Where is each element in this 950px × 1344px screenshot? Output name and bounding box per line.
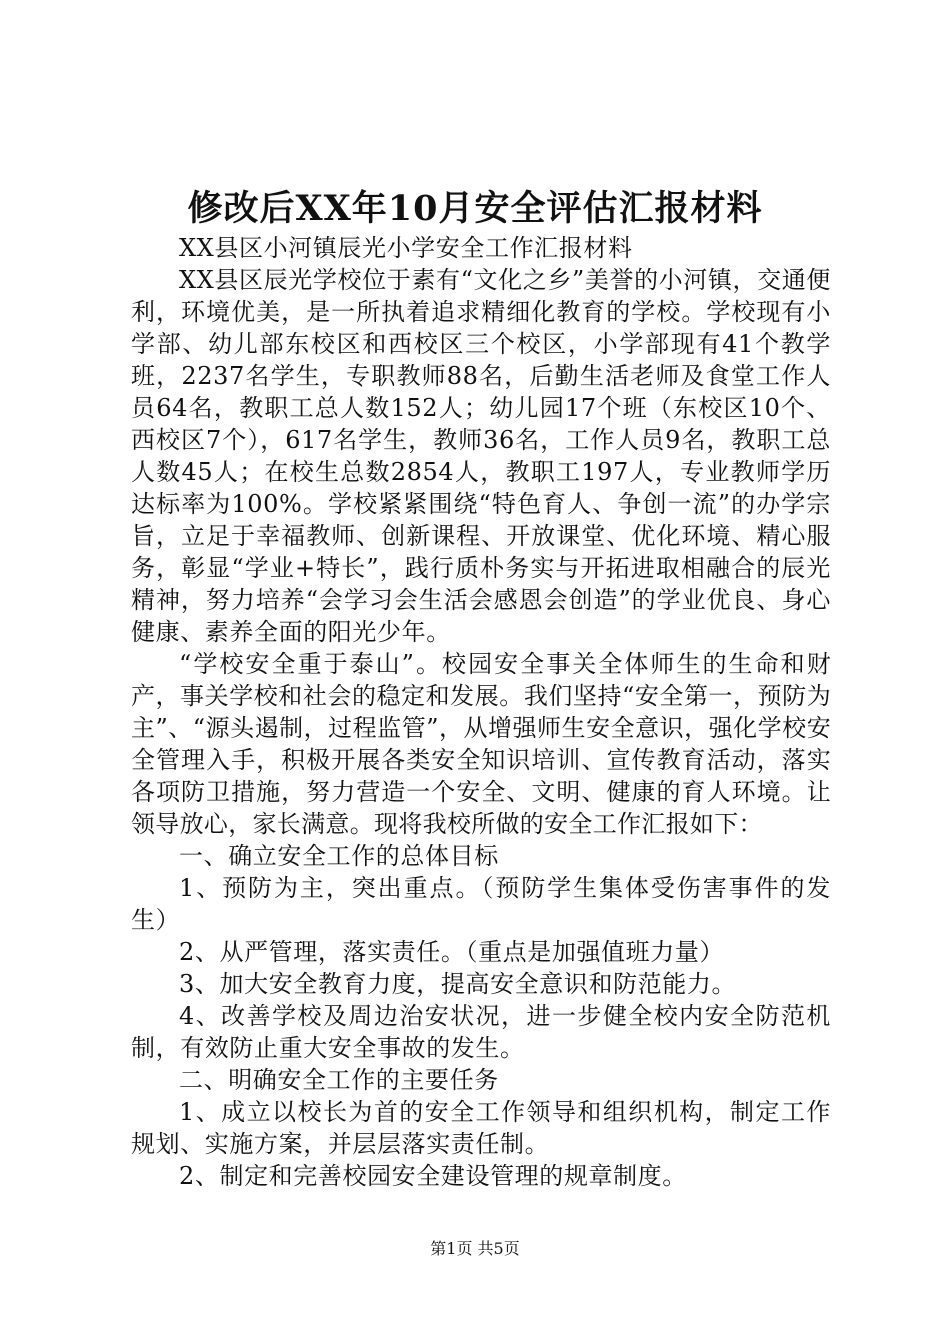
goal-item-4: 4、改善学校及周边治安状况，进一步健全校内安全防范机制，有效防止重大安全事故的发生。 [131,1002,831,1062]
section-heading-tasks: 二、明确安全工作的主要任务 [179,1066,499,1094]
page-number-footer: 第1页 共5页 [430,1239,520,1258]
goal-item-3: 3、加大安全教育力度，提高安全意识和防范能力。 [179,970,737,998]
task-item-2: 2、制定和完善校园安全建设管理的规章制度。 [179,1162,687,1190]
document-title: 修改后XX年10月安全评估汇报材料 [187,188,763,229]
goal-item-2: 2、从严管理，落实责任。（重点是加强值班力量） [179,938,725,966]
goal-item-1: 1、预防为主，突出重点。（预防学生集体受伤害事件的发生） [131,874,831,934]
task-item-1: 1、成立以校长为首的安全工作领导和组织机构，制定工作规划、实施方案，并层层落实责任制。 [131,1098,831,1158]
paragraph-school-intro: XX县区辰光学校位于素有“文化之乡”美誉的小河镇，交通便利，环境优美，是一所执着追求精细化教育的学校。学校现有小学部、幼儿部东校区和西校区三个校区，小学部现有41个教学班，2237名学生，专职教师88名，后勤生活老师及食堂工作人员64名，教职工总人数152人；幼儿园17个班（东校区10个、西校区7个），617名学生，教师36名，工作人员9名，教职工总人数45人；在校生总数2854人，教职工197人，专业教师学历达标率为100%。学校紧紧围绕“特色育人、争创一流”的办学宗旨，立足于幸福教师、创新课程、开放课堂、优化环境、精心服务，彰显“学业+特长”，践行质朴务实与开拓进取相融合的辰光精神，努力培养“会学习会生活会感恩会创造”的学业优良、身心健康、素养全面的阳光少年。 [131,266,831,646]
paragraph-safety-overview: “学校安全重于泰山”。校园安全事关全体师生的生命和财产，事关学校和社会的稳定和发展。我们坚持“安全第一，预防为主”、“源头遏制，过程监管”，从增强师生安全意识，强化学校安全管理入手，积极开展各类安全知识培训、宣传教育活动，落实各项防卫措施，努力营造一个安全、文明、健康的育人环境。让领导放心，家长满意。现将我校所做的安全工作汇报如下： [131,650,831,838]
document-body [131,232,831,1192]
paragraph-subtitle: XX县区小河镇辰光小学安全工作汇报材料 [179,234,633,262]
section-heading-goals: 一、确立安全工作的总体目标 [179,842,499,870]
